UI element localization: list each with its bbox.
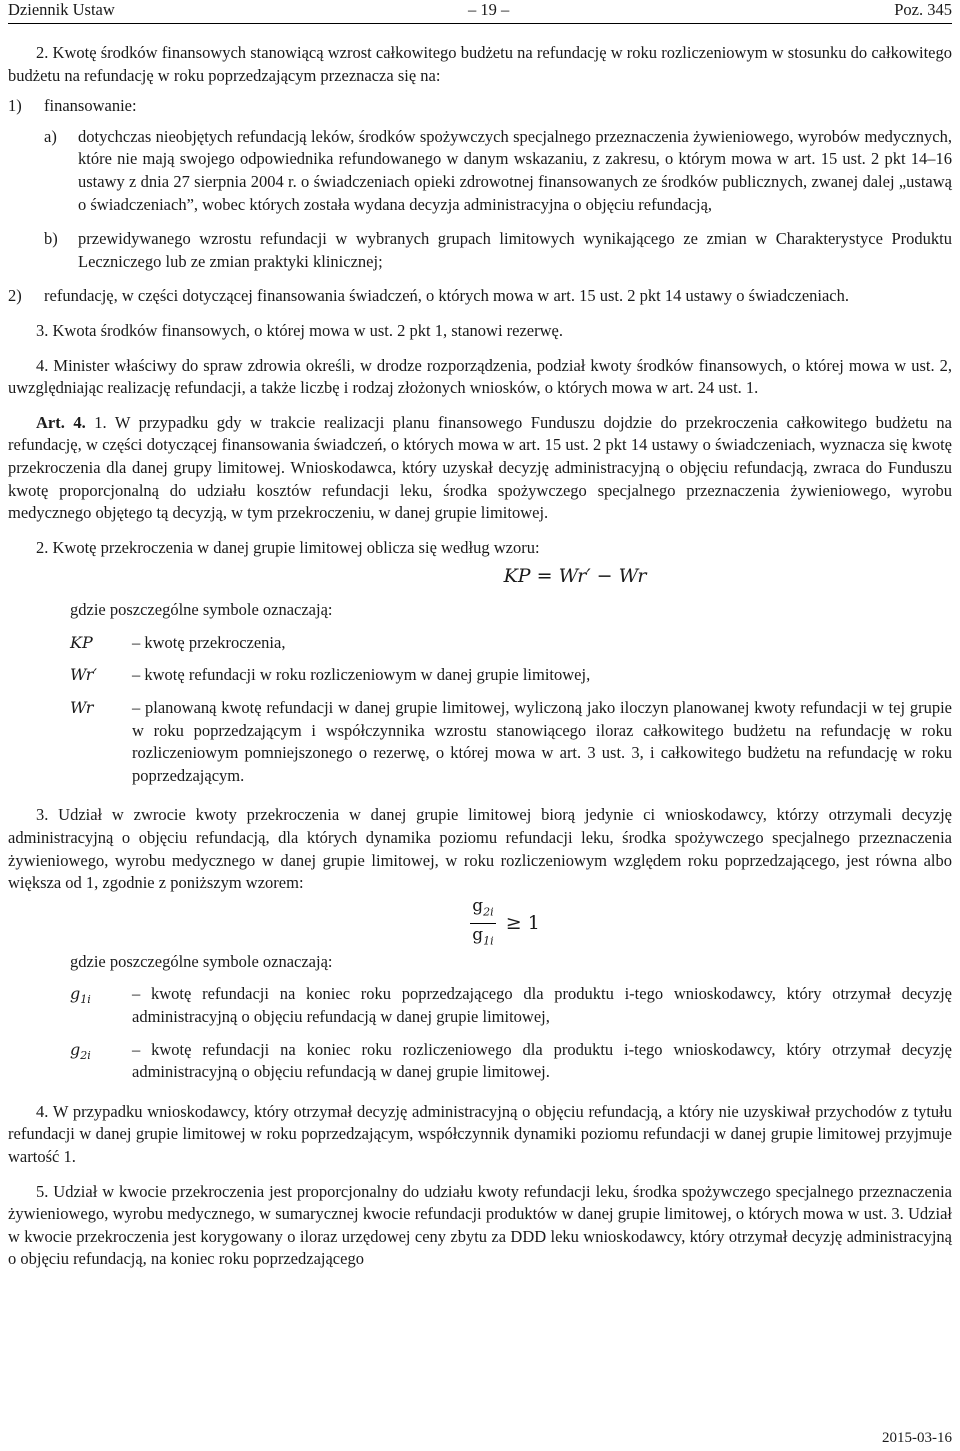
symbol-row bbox=[70, 664, 952, 687]
formula-kp: KP = Wr′ − Wr bbox=[503, 565, 647, 588]
page-number: – 19 – bbox=[468, 0, 510, 19]
list-item-1 bbox=[8, 95, 952, 118]
article-4-paragraph-4: 4. W przypadku wnioskodawcy, który otrzymał decyzję administracyjną o objęciu refundacją, a który nie uzyskiwał przychodów z tytułu refundacji w danej grupie limitowej w roku poprzedzającym, współczynnik dynamiki poziomu refundacji w danej grupie limitowej przyjmuje wartość 1. bbox=[8, 1101, 952, 1166]
symbol-description: – kwotę refundacji w roku rozliczeniowym w danej grupie limitowej, bbox=[132, 665, 591, 685]
document-body bbox=[8, 42, 952, 1271]
symbols-intro: gdzie poszczególne symbole oznaczają: bbox=[70, 951, 333, 971]
sub-item-text: przewidywanego wzrostu refundacji w wybranych grupach limitowych wynikającego ze zmian w Charakterystyce Produktu Leczniczego lub ze zmian praktyki klinicznej; bbox=[78, 229, 952, 271]
sub-item-label: a) bbox=[44, 126, 57, 146]
list-item-label: 1) bbox=[8, 96, 22, 116]
symbol-description: – planowaną kwotę refundacji w danej grupie limitowej, wyliczoną jako iloczyn planowanej kwoty refundacji w tej grupie w roku poprzedzającym i współczynnika wzrostu stanowiącego iloraz całkowitego budżetu na refundację w roku rozliczeniowym pomniejszonego o rezerwę, o której mowa w art. 3 ust. 3, i całkowitego budżetu na refundację w roku poprzedzającym. bbox=[132, 698, 952, 785]
symbol-description: – kwotę refundacji na koniec roku rozliczeniowego dla produktu i-tego wnioskodawcy, który otrzymał decyzję administracyjną o objęciu refundacją w danej grupie limitowej. bbox=[132, 1039, 952, 1082]
article-4-paragraph-5: 5. Udział w kwocie przekroczenia jest proporcjonalny do udziału kwoty refundacji leku, środka spożywczego specjalnego przeznaczenia żywieniowego, wyrobu medycznego, w sumarycznej kwocie refundacji produktów w danej grupie limitowej, o których mowa w ust. 3. Udział w kwocie przekroczenia jest korygowany o iloraz urzędowej ceny zbytu za DDD leku wnioskodawcy, który otrzymał decyzję administracyjną o objęciu refundacją, na koniec roku poprzedzającego bbox=[8, 1181, 952, 1269]
symbol-description: – kwotę refundacji na koniec roku poprzedzającego dla produktu i-tego wnioskodawcy, który otrzymał decyzję administracyjną o objęciu refundacją w danej grupie limitowej, bbox=[132, 984, 952, 1026]
symbol: Wr bbox=[70, 698, 94, 718]
symbol-row bbox=[70, 1039, 952, 1084]
fraction bbox=[470, 895, 495, 953]
header-divider bbox=[8, 23, 952, 24]
symbol: Wr′ bbox=[70, 665, 98, 685]
paragraph-2: 2. Kwotę środków finansowych stanowiącą wzrost całkowitego budżetu na refundację w roku rozliczeniowym w stosunku do całkowitego budżetu na refundację w roku poprzedzającym przeznacza się na: bbox=[8, 43, 952, 85]
article-4-paragraph-1 bbox=[8, 412, 952, 525]
symbol-description: – kwotę przekroczenia, bbox=[132, 632, 286, 652]
list-item-1a bbox=[8, 126, 952, 216]
article-label: Art. 4. bbox=[36, 412, 86, 432]
footer-date: 2015-03-16 bbox=[882, 1430, 952, 1446]
symbol: $g_{2i}$ bbox=[70, 1039, 91, 1062]
symbol: KP bbox=[70, 632, 93, 652]
list-item-1b bbox=[8, 228, 952, 273]
symbol-row bbox=[70, 983, 952, 1028]
article-4-paragraph-3: 3. Udział w zwrocie kwoty przekroczenia w danej grupie limitowej biorą jedynie ci wnioskodawcy, którzy otrzymali decyzję administracyjną o objęciu refundacją, dla których dynamika poziomu refundacji leku, środka spożywczego specjalnego przeznaczenia żywieniowego, wyrobu medycznego w danej grupie limitowej, w roku rozliczeniowym względem roku poprzedzającego, jest równa albo większa od 1, zgodnie z poniższym wzorem: bbox=[8, 805, 952, 893]
symbols-intro: gdzie poszczególne symbole oznaczają: bbox=[70, 600, 333, 620]
symbol-row bbox=[70, 632, 952, 655]
paragraph-4: 4. Minister właściwy do spraw zdrowia określi, w drodze rozporządzenia, podział kwoty środków finansowych, o której mowa w ust. 2, uwzględniając realizację refundacji, a także liczbę i rodzaj złożonych wniosków, o których mowa w art. 24 ust. 1. bbox=[8, 355, 952, 398]
formula-dynamics bbox=[8, 895, 952, 951]
symbols-list-2 bbox=[70, 983, 952, 1083]
list-item-text: refundację, w części dotyczącej finansowania świadczeń, o których mowa w art. 15 ust. 2 pkt 14 ustawy o świadczeniach. bbox=[44, 286, 850, 306]
symbol-row bbox=[70, 697, 952, 787]
list-item-text: finansowanie: bbox=[44, 96, 137, 116]
sub-item-label: b) bbox=[44, 229, 58, 249]
article-4-paragraph-2: 2. Kwotę przekroczenia w danej grupie limitowej oblicza się według wzoru: bbox=[36, 537, 540, 557]
list-item-label: 2) bbox=[8, 286, 22, 306]
paragraph-3: 3. Kwota środków finansowych, o której mowa w ust. 2 pkt 1, stanowi rezerwę. bbox=[36, 320, 563, 340]
fraction-numerator: $g_{2i}$ bbox=[470, 895, 495, 924]
article-4-text: 1. W przypadku gdy w trakcie realizacji planu finansowego Funduszu dojdzie do przekroczenia całkowitego budżetu na refundację, w części dotyczącej finansowania świadczeń, o których mowa w art. 15 ust. 2 pkt 14 ustawy o świadczeniach, wyznacza się kwotę przekroczenia dla danej grupy limitowej. Wnioskodawca, który uzyskał decyzję administracyjną o objęciu refundacją, zwraca do Funduszu kwotę proporcjonalną do udziału kosztów refundacji leku, środka spożywczego specjalnego przeznaczenia żywieniowego, wyrobu medycznego objętego tą decyzją, w tym przekroczeniu, w danej grupie limitowej. bbox=[8, 412, 952, 523]
position-number: Poz. 345 bbox=[894, 0, 952, 19]
journal-name: Dziennik Ustaw bbox=[8, 0, 115, 19]
fraction-denominator: $g_{1i}$ bbox=[472, 925, 494, 948]
symbols-list-1 bbox=[70, 632, 952, 788]
sub-item-text: dotychczas nieobjętych refundacją leków, środków spożywczych specjalnego przeznaczenia żywieniowego, wyrobów medycznych, które nie mają swojego odpowiednika refundowanego w danym wskazaniu, z zakresu, o którym mowa w art. 15 ust. 2 pkt 14–16 ustawy z dnia 27 sierpnia 2004 r. o świadczeniach opieki zdrowotnej finansowanych ze środków publicznych, zwanej dalej „ustawą o świadczeniach”, wobec których została wydana decyzja administracyjna o objęciu refundacją, bbox=[78, 126, 952, 214]
page-header bbox=[8, 0, 952, 22]
list-item-2 bbox=[8, 285, 952, 308]
symbol: $g_{1i}$ bbox=[70, 984, 91, 1007]
inequality-rhs: ≥ 1 bbox=[505, 912, 540, 935]
